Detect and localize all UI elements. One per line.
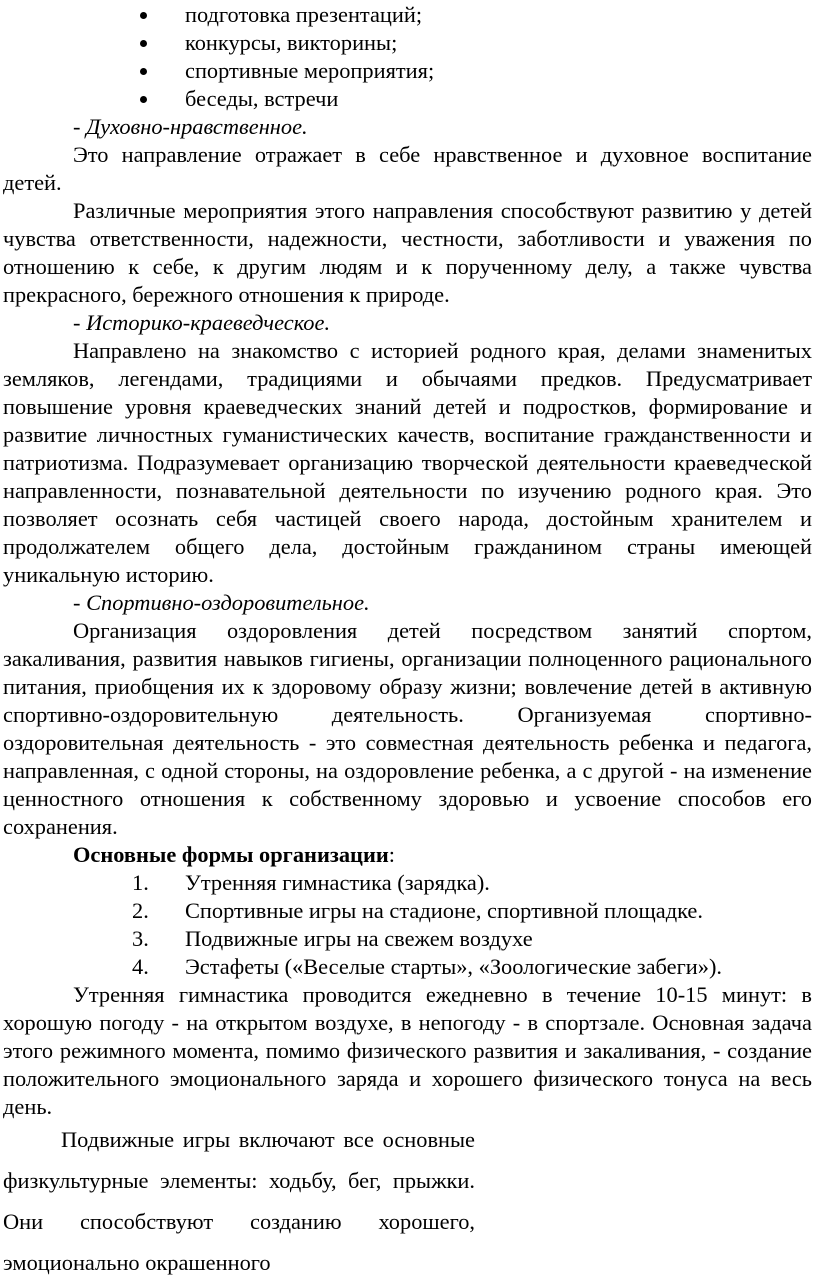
paragraph: Подвижные игры включают все основные физкультурные элементы: ходьбу, бег, прыжки. Они способствуют созданию хорошего, эмоционально окрашенного <box>3 1127 475 1275</box>
list-item-text: Спортивные игры на стадионе, спортивной площадке. <box>185 898 703 923</box>
list-number: 2. <box>132 898 149 923</box>
list-item-text: Подвижные игры на свежем воздухе <box>185 926 533 951</box>
forms-heading-colon: : <box>388 842 395 867</box>
bullet-icon <box>140 12 147 19</box>
section-heading-history <box>73 309 330 337</box>
section-heading-sport <box>73 589 370 617</box>
paragraph: Организация оздоровления детей посредством занятий спортом, закаливания, развития навыков гигиены, организации полноценного рационального питания, приобщения их к здоровому образу жизни; вовлечение детей в активную спортивно-оздоровительную деятельность. Организуемая спортивно-оздоровительная деятельность - это совместная деятельность ребенка и педагога, направленная, с одной стороны, на оздоровление ребенка, а с другой - на изменение ценностного отношения к собственному здоровью и усвоение способов его сохранения. <box>3 618 812 839</box>
list-item-text: спортивные мероприятия; <box>185 58 435 83</box>
list-item-text: конкурсы, викторины; <box>185 30 398 55</box>
list-item-text: Эстафеты («Веселые старты», «Зоологические забеги»). <box>185 954 722 979</box>
bullet-icon <box>140 40 147 47</box>
paragraph: Это направление отражает в себе нравственное и духовное воспитание детей. <box>3 142 812 195</box>
forms-heading-text: Основные формы организации <box>73 842 389 867</box>
list-number: 4. <box>132 954 149 979</box>
heading-dash: - <box>73 114 87 139</box>
forms-heading <box>73 841 395 869</box>
bullet-icon <box>140 68 147 75</box>
heading-title: Историко-краеведческое. <box>86 310 331 335</box>
list-item-text: подготовка презентаций; <box>185 2 423 27</box>
bullet-icon <box>140 96 147 103</box>
heading-title: Спортивно-оздоровительное. <box>86 590 370 615</box>
section-heading-spiritual <box>73 113 308 141</box>
heading-title: Духовно-нравственное. <box>86 114 308 139</box>
list-number: 1. <box>132 870 149 895</box>
heading-dash: - <box>73 310 87 335</box>
paragraph: Утренняя гимнастика проводится ежедневно в течение 10-15 минут: в хорошую погоду - на открытом воздухе, в непогоду - в спортзале. Основная задача этого режимного момента, помимо физического развития и закаливания, - создание положительного эмоционального заряда и хорошего физического тонуса на весь день. <box>3 982 812 1119</box>
list-item-text: беседы, встречи <box>185 86 339 111</box>
heading-dash: - <box>73 590 87 615</box>
paragraph: Направлено на знакомство с историей родного края, делами знаменитых земляков, легендами, традициями и обычаями предков. Предусматривает повышение уровня краеведческих знаний детей и подростков, формирование и развитие личностных гуманистических качеств, воспитание гражданственности и патриотизма. Подразумевает организацию творческой деятельности краеведческой направленности, познавательной деятельности по изучению родного края. Это позволяет осознать себя частицей своего народа, достойным хранителем и продолжателем общего дела, достойным гражданином страны имеющей уникальную историю. <box>3 338 812 587</box>
list-number: 3. <box>132 926 149 951</box>
paragraph: Различные мероприятия этого направления способствуют развитию у детей чувства ответственности, надежности, честности, заботливости и уважения по отношению к себе, к другим людям и к порученному делу, а также чувства прекрасного, бережного отношения к природе. <box>3 198 812 307</box>
list-item-text: Утренняя гимнастика (зарядка). <box>185 870 490 895</box>
